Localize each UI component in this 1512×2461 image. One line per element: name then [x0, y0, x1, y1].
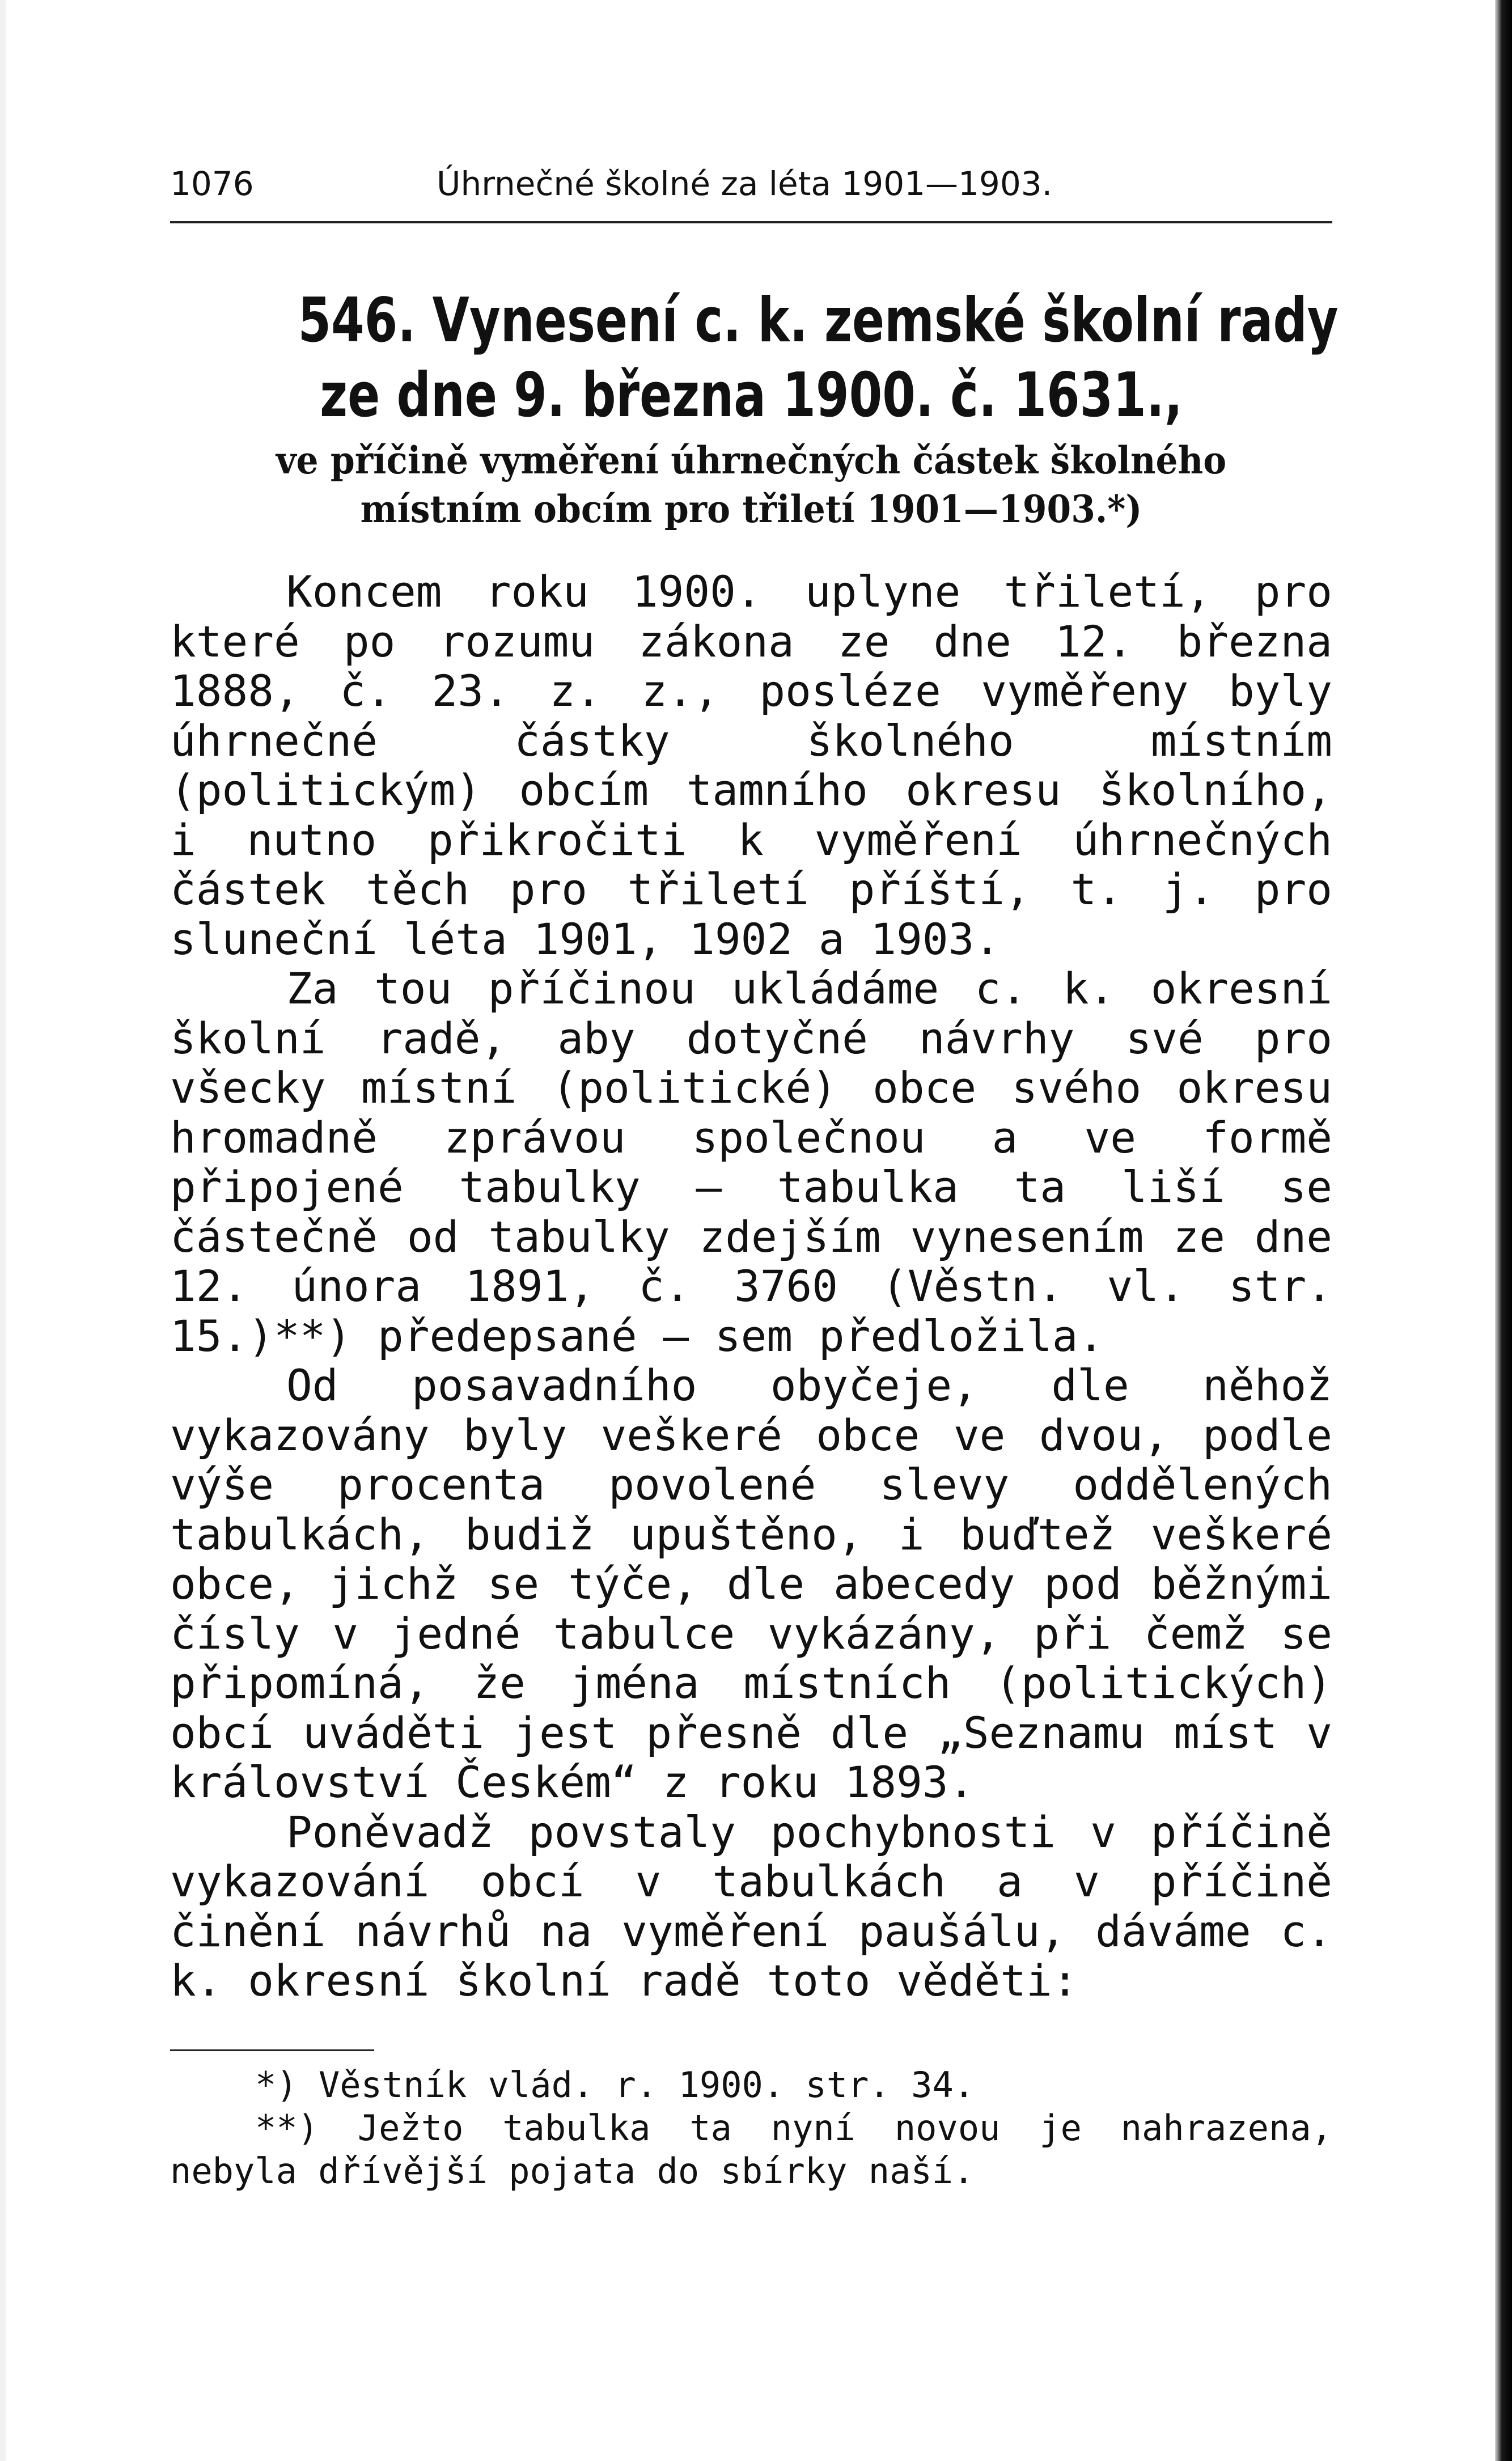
title-line-1: 546. Vynesení c. k. zemské školní rady [298, 285, 1339, 356]
title-line-2: ze dne 9. března 1900. č. 1631., [320, 360, 1183, 431]
footnotes [170, 2064, 1332, 2193]
paragraph-2: Za tou příčinou ukládáme c. k. okresní školní radě, aby dotyčné návrhy své pro všecky místní (politické) obce svého okresu hromadně zprávou společnou a ve formě připojené tabulky — tabulka ta liší se částečně od tabulky zdejším vynesením ze dne 12. února 1891, č. 3760 (Věstn. vl. str. 15.)**) předepsané — sem předložila. [170, 963, 1332, 1361]
page-edge-left [0, 0, 6, 2461]
header-rule [170, 221, 1332, 223]
page-number: 1076 [170, 164, 254, 203]
footnote-rule [170, 2049, 374, 2051]
paragraph-1: Koncem roku 1900. uplyne třiletí, pro které po rozumu zákona ze dne 12. března 1888, č. 23. z. z., posléze vyměřeny byly úhrnečné částky školného místním (politickým) obcím tamního okresu školního, i nutno přikročiti k vyměření úhrnečných částek těch pro třiletí příští, t. j. pro sluneční léta 1901, 1902 a 1903. [170, 566, 1332, 964]
paragraph-4: Poněvadž povstaly pochybnosti v příčině vykazování obcí v tabulkách a v příčině činění návrhů na vyměření paušálu, dáváme c. k. okresní školní radě toto věděti: [170, 1806, 1332, 2006]
running-title: Úhrnečné školné za léta 1901—1903. [437, 164, 1053, 203]
running-head [170, 153, 1332, 215]
subtitle-line-2: místním obcím pro třiletí 1901—1903.*) [360, 487, 1142, 531]
body-text [170, 567, 1332, 2006]
footnote-1: *) Věstník vlád. r. 1900. str. 34. [255, 2064, 975, 2106]
document-title-block [170, 283, 1339, 531]
footnote-2: **) Ježto tabulka ta nyní novou je nahrazena, nebyla dřívější pojata do sbírky naší. [170, 2107, 1332, 2192]
paragraph-3: Od posavadního obyčeje, dle něhož vykazovány byly veškeré obce ve dvou, podle výše procenta povolené slevy oddělených tabulkách, budiž upuštěno, i buďtež veškeré obce, jichž se týče, dle abecedy pod běžnými čísly v jedné tabulce vykázány, při čemž se připomíná, že jména místních (politických) obcí uváděti jest přesně dle „Seznamu míst v království Českém“ z roku 1893. [170, 1360, 1332, 1807]
page-edge-right [1495, 0, 1512, 2461]
subtitle-line-1: ve příčině vyměření úhrnečných částek školného [276, 438, 1227, 482]
